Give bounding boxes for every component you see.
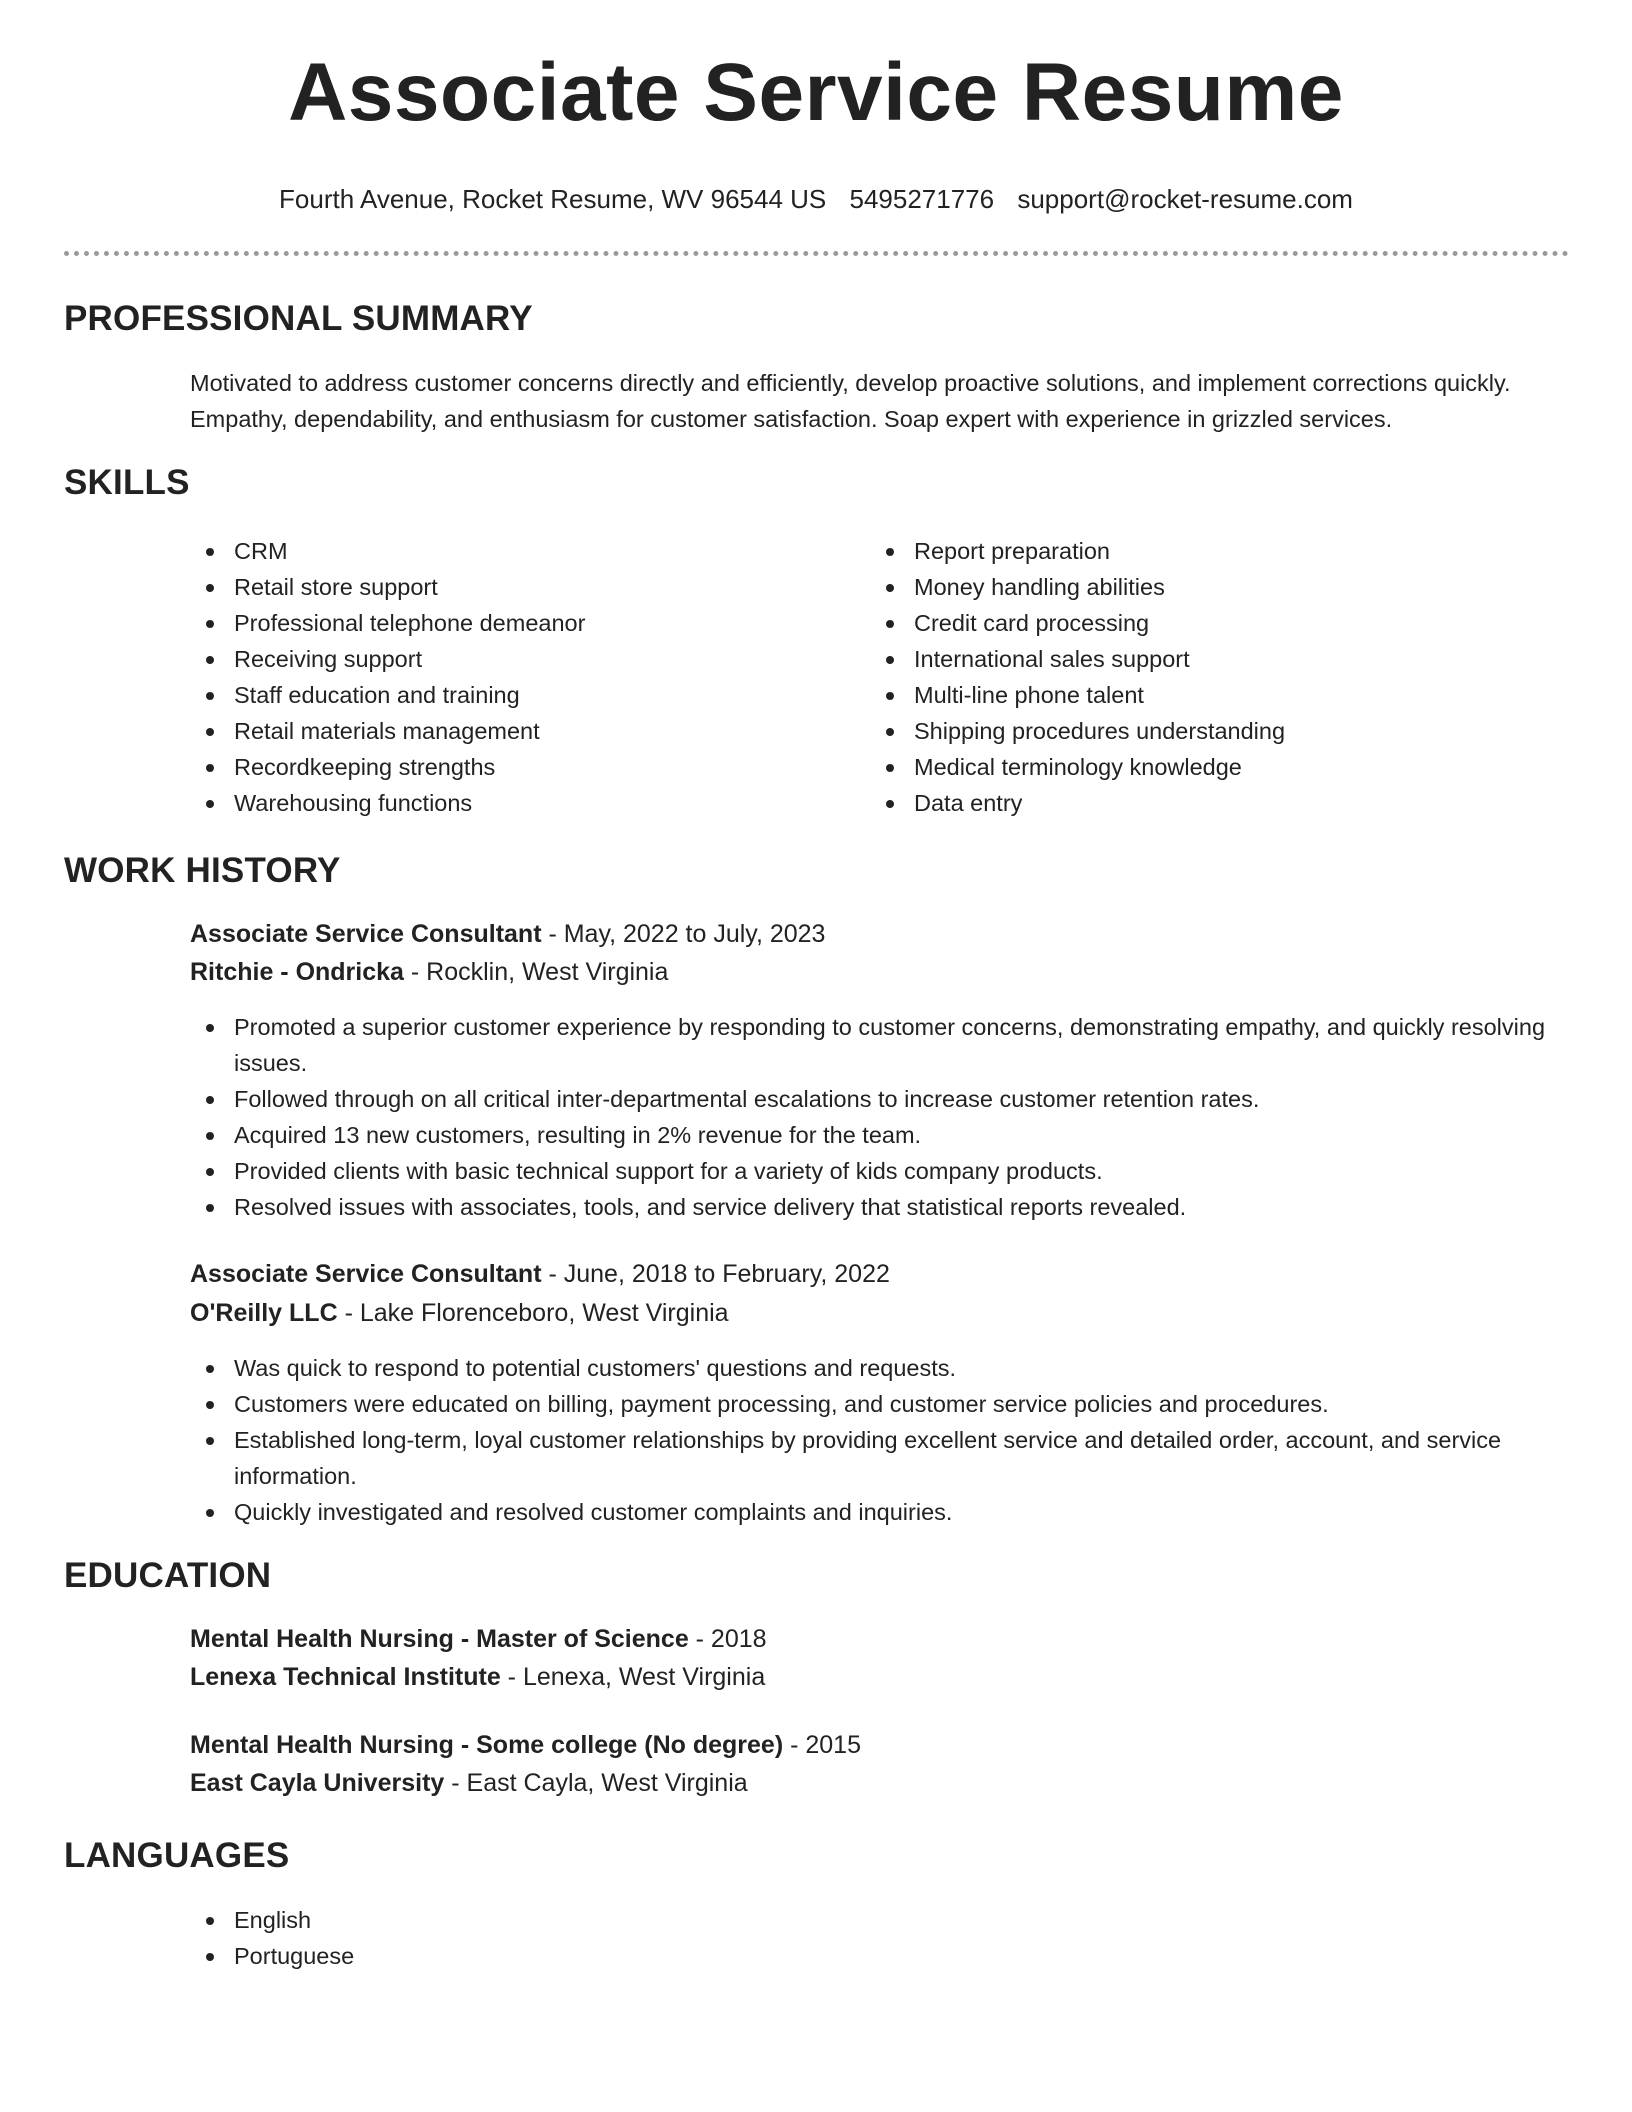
education-degree-line [190,1621,767,1657]
skill-item: Receiving support [190,641,850,677]
job-bullets [190,1009,1570,1225]
skill-item: Retail materials management [190,713,850,749]
contact-phone: 5495271776 [849,184,995,214]
skill-item: Report preparation [870,533,1530,569]
header-divider [64,251,1569,256]
job-location: - Lake Florenceboro, West Virginia [337,1299,729,1327]
job-bullet: Customers were educated on billing, payment processing, and customer service policies and procedures. [190,1386,1570,1422]
section-heading-summary: PROFESSIONAL SUMMARY [64,299,533,338]
job-location: - Rocklin, West Virginia [403,958,669,986]
education-degree-line [190,1727,861,1763]
skill-item: Medical terminology knowledge [870,749,1530,785]
section-heading-work-history: WORK HISTORY [64,851,341,890]
skill-item: Staff education and training [190,677,850,713]
job-title: Associate Service Consultant [190,1260,542,1288]
section-heading-skills: SKILLS [64,463,190,502]
skill-item: Professional telephone demeanor [190,605,850,641]
education-year: - 2015 [783,1731,861,1759]
contact-address: Fourth Avenue, Rocket Resume, WV 96544 US [279,184,827,214]
contact-info [0,183,1632,215]
skill-item: Credit card processing [870,605,1530,641]
job-bullet: Acquired 13 new customers, resulting in 2% revenue for the team. [190,1117,1570,1153]
summary-text: Motivated to address customer concerns directly and efficiently, develop proactive solutions, and implement corrections quickly. Empathy, dependability, and enthusiasm for customer satisfaction. Soap expert with experience in grizzled services. [190,370,1511,432]
job-company: O'Reilly LLC [190,1299,338,1327]
skill-item: Warehousing functions [190,785,850,821]
job-company-line [190,1295,729,1331]
skill-item: Money handling abilities [870,569,1530,605]
job-bullet: Promoted a superior customer experience by responding to customer concerns, demonstrating empathy, and quickly resolving issues. [190,1009,1570,1081]
job-bullets [190,1350,1570,1530]
job-bullet: Established long-term, loyal customer relationships by providing excellent service and detailed order, account, and service information. [190,1422,1570,1494]
language-item: Portuguese [190,1938,790,1974]
skill-item: Retail store support [190,569,850,605]
job-company: Ritchie - Ondricka [190,958,404,986]
job-bullet: Provided clients with basic technical support for a variety of kids company products. [190,1153,1570,1189]
education-degree: Mental Health Nursing - Master of Science [190,1625,689,1653]
education-location: - East Cayla, West Virginia [444,1769,748,1797]
skill-item: Multi-line phone talent [870,677,1530,713]
skill-item: Recordkeeping strengths [190,749,850,785]
education-degree: Mental Health Nursing - Some college (No degree) [190,1731,784,1759]
skills-list-left [190,533,850,821]
job-title: Associate Service Consultant [190,920,542,948]
skill-item: International sales support [870,641,1530,677]
job-dates: - May, 2022 to July, 2023 [541,920,826,948]
job-title-line [190,1256,890,1292]
job-bullet: Followed through on all critical inter-departmental escalations to increase customer retention rates. [190,1081,1570,1117]
language-item: English [190,1902,790,1938]
education-school: East Cayla University [190,1769,445,1797]
job-bullet: Was quick to respond to potential customers' questions and requests. [190,1350,1570,1386]
job-bullet: Resolved issues with associates, tools, and service delivery that statistical reports revealed. [190,1189,1570,1225]
contact-email: support@rocket-resume.com [1017,184,1353,214]
education-school: Lenexa Technical Institute [190,1663,501,1691]
skills-list-right [870,533,1530,821]
job-company-line [190,954,668,990]
education-year: - 2018 [688,1625,767,1653]
job-dates: - June, 2018 to February, 2022 [541,1260,890,1288]
languages-list [190,1902,790,1974]
education-school-line [190,1765,748,1801]
education-location: - Lenexa, West Virginia [500,1663,766,1691]
section-heading-education: EDUCATION [64,1556,272,1595]
job-bullet: Quickly investigated and resolved customer complaints and inquiries. [190,1494,1570,1530]
skill-item: Data entry [870,785,1530,821]
skill-item: Shipping procedures understanding [870,713,1530,749]
job-title-line [190,916,825,952]
section-heading-languages: LANGUAGES [64,1836,290,1875]
resume-title: Associate Service Resume [288,47,1344,138]
education-school-line [190,1659,765,1695]
skill-item: CRM [190,533,850,569]
